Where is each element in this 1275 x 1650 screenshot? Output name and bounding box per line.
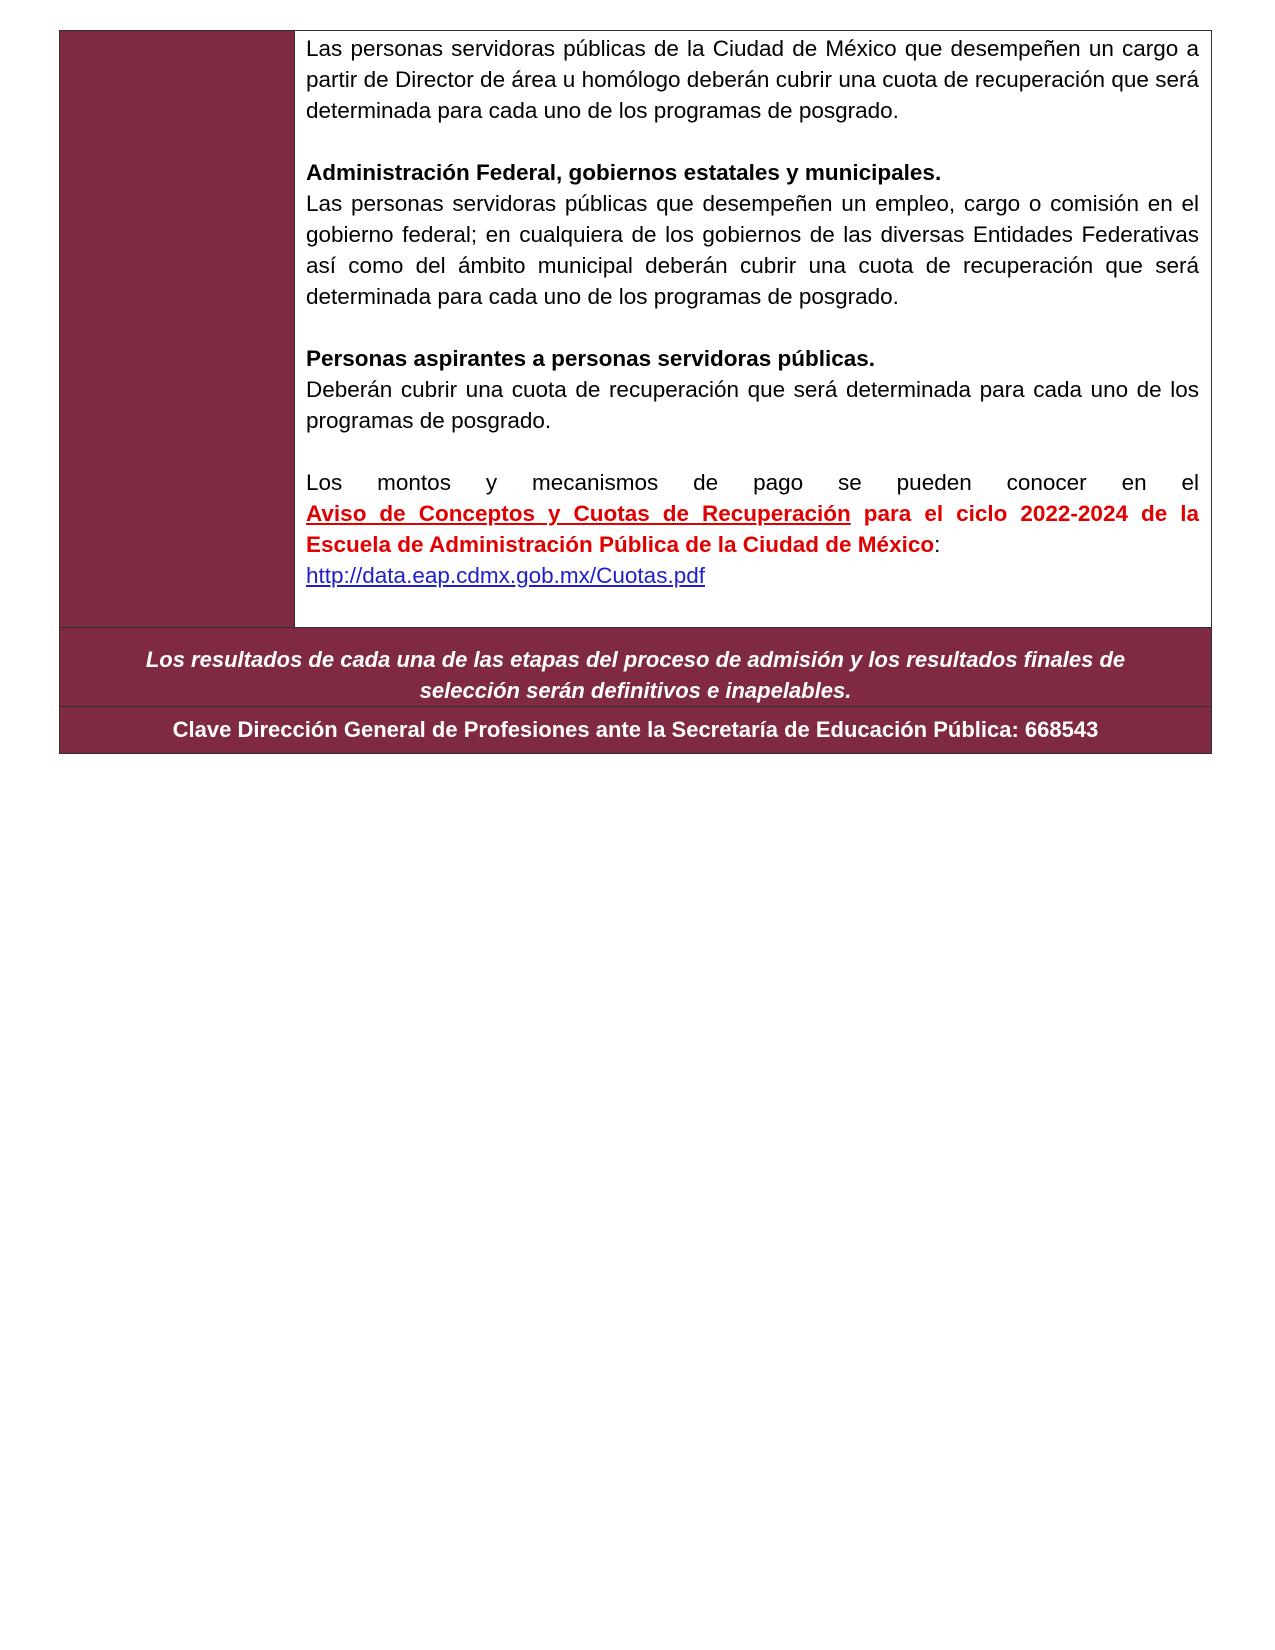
aviso-colon: : — [934, 532, 941, 557]
row-content-cell — [295, 31, 1211, 627]
aspirantes-heading: Personas aspirantes a personas servidoras públicas. — [306, 346, 876, 371]
federal-fee-paragraph: Las personas servidoras públicas que desempeñen un empleo, cargo o comisión en el gobierno federal; en cualquiera de los gobiernos de las diversas Entidades Federativas así como del ámbito municipal deberán cubrir una cuota de recuperación que será determinada para cada uno de los programas de posgrado. — [306, 191, 1199, 309]
cuotas-pdf-link[interactable]: http://data.eap.cdmx.gob.mx/Cuotas.pdf — [306, 563, 705, 588]
aviso-title-link[interactable]: Aviso de Conceptos y Cuotas de Recuperación — [306, 501, 851, 526]
cdmx-fee-paragraph: Las personas servidoras públicas de la Ciudad de México que desempeñen un cargo a partir de Director de área u homólogo deberán cubrir una cuota de recuperación que será determinada para cada uno de los programas de posgrado. — [306, 36, 1199, 123]
cuotas-link-line — [306, 560, 1199, 591]
aspirantes-fee-paragraph: Deberán cubrir una cuota de recuperación que será determinada para cada uno de los programas de posgrado. — [306, 377, 1199, 433]
requirements-table — [59, 30, 1212, 754]
federal-heading: Administración Federal, gobiernos estatales y municipales. — [306, 160, 942, 185]
aviso-cycle-text: para el ciclo 2022-2024 de la Escuela de Administración Pública de la Ciudad de México — [306, 501, 1199, 557]
clave-banner: Clave Dirección General de Profesiones ante la Secretaría de Educación Pública: 668543 — [60, 706, 1211, 753]
montos-intro: Los montos y mecanismos de pago se pueden conocer en el — [306, 470, 1199, 495]
aviso-paragraph — [306, 498, 1199, 560]
row-label-cell — [60, 31, 295, 627]
table-row — [60, 31, 1211, 627]
results-banner: Los resultados de cada una de las etapas del proceso de admisión y los resultados finales de selección serán definitivos e inapelables. — [60, 627, 1211, 706]
